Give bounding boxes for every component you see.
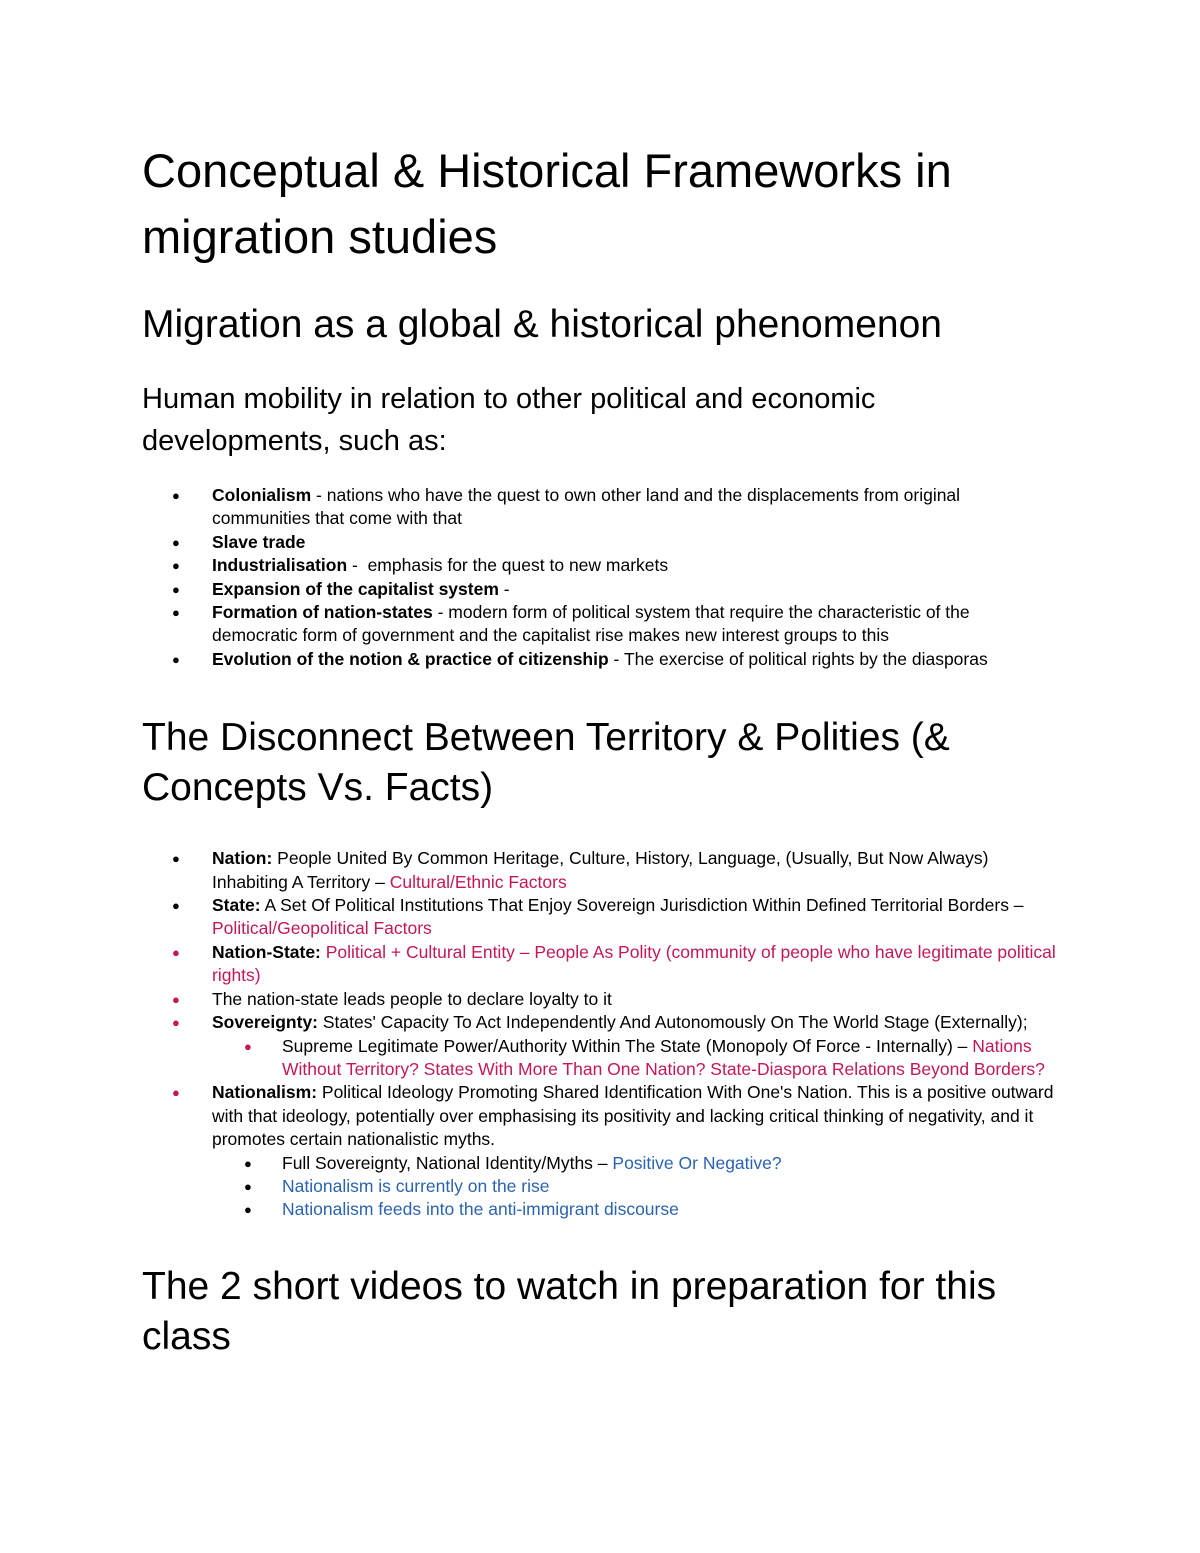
- sublist-item: [142, 1152, 1060, 1175]
- item-text: emphasis for the quest to new markets: [367, 555, 669, 576]
- item-term: Formation of nation-states: [212, 602, 433, 623]
- section-heading-migration: Migration as a global & historical phenomenon: [142, 303, 942, 346]
- sublist-item: [142, 1198, 1060, 1221]
- list-item-nation-state: [142, 941, 1060, 988]
- item-term: State:: [212, 895, 261, 916]
- list-item-nation: [142, 847, 1060, 894]
- list-item-loyalty: [142, 988, 1060, 1011]
- item-text: The nation-state leads people to declare loyalty to it: [212, 988, 612, 1009]
- bullet-icon: ●: [172, 991, 180, 1007]
- list-item-nationalism: [142, 1081, 1060, 1221]
- item-text: States' Capacity To Act Independently And Autonomously On The World Stage (Externally);: [318, 1012, 1028, 1033]
- subheading-human-mobility: Human mobility in relation to other political and economic developments, such as:: [142, 383, 876, 457]
- bullet-icon: ●: [244, 1202, 252, 1218]
- item-text: Supreme Legitimate Power/Authority Within The State (Monopoly Of Force - Internally) –: [282, 1035, 973, 1056]
- item-term: Nation-State:: [212, 941, 321, 962]
- item-text: A Set Of Political Institutions That Enjoy Sovereign Jurisdiction Within Defined Territorial Borders –: [260, 895, 1024, 916]
- bullet-icon: ●: [172, 898, 180, 914]
- item-term: Slave trade: [212, 531, 306, 552]
- list-item: [142, 578, 1060, 601]
- bullet-icon: ●: [172, 944, 180, 960]
- list-item-sovereignty: [142, 1011, 1060, 1081]
- item-term: Nationalism:: [212, 1082, 318, 1103]
- bullet-icon: ●: [244, 1155, 252, 1171]
- bullet-icon: ●: [172, 488, 180, 503]
- section-heading-disconnect: The Disconnect Between Territory & Polities (& Concepts Vs. Facts): [142, 716, 950, 810]
- list-item-state: [142, 894, 1060, 941]
- sublist-item: [142, 1175, 1060, 1198]
- developments-list: [142, 484, 1060, 671]
- item-highlight: Positive Or Negative?: [612, 1152, 782, 1173]
- concepts-list: [142, 847, 1060, 1222]
- bullet-icon: ●: [172, 558, 180, 574]
- bullet-icon: ●: [172, 651, 180, 667]
- item-separator: -: [498, 578, 510, 599]
- list-item: [142, 484, 1060, 531]
- list-item: [142, 554, 1060, 577]
- bullet-icon: ●: [244, 1038, 252, 1054]
- item-separator: -: [432, 602, 449, 623]
- bullet-icon: ●: [172, 534, 180, 550]
- item-highlight: Nations Without Territory? States With More Than One Nation? State-Diaspora Relations Beyond Borders?: [282, 1035, 1045, 1079]
- item-text: Political Ideology Promoting Shared Identification With One's Nation. This is a positive outward with that ideology, potentially over emphasising its positivity and lacking critical thinking of negativity, and it promotes certain nationalistic myths.: [212, 1082, 1054, 1150]
- item-text: People United By Common Heritage, Culture, History, Language, (Usually, But Now Always) Inhabiting A Territory –: [212, 848, 989, 892]
- bullet-icon: ●: [172, 605, 180, 621]
- document-title: Conceptual & Historical Frameworks in migration studies: [142, 144, 952, 263]
- list-item: [142, 648, 1060, 671]
- item-highlight: Nationalism feeds into the anti-immigrant discourse: [282, 1199, 679, 1220]
- bullet-icon: ●: [172, 1085, 180, 1101]
- item-highlight: Nationalism is currently on the rise: [282, 1175, 550, 1196]
- item-term: Evolution of the notion & practice of citizenship: [212, 648, 609, 669]
- bullet-icon: ●: [172, 851, 180, 867]
- item-separator: -: [347, 555, 368, 576]
- item-term: Nation:: [212, 848, 273, 869]
- bullet-icon: ●: [172, 1015, 180, 1031]
- item-term: Industrialisation: [212, 555, 348, 576]
- item-term: Expansion of the capitalist system: [212, 578, 499, 599]
- section-heading-videos: The 2 short videos to watch in preparation for this class: [142, 1264, 997, 1358]
- item-highlight: Cultural/Ethnic Factors: [389, 871, 567, 892]
- item-text: Full Sovereignty, National Identity/Myths –: [282, 1152, 613, 1173]
- item-term: Colonialism: [212, 485, 312, 505]
- nationalism-sublist: [142, 1152, 1060, 1222]
- item-highlight: Political + Cultural Entity – People As Polity (community of people who have legitimate political rights): [212, 941, 1056, 986]
- bullet-icon: ●: [172, 581, 180, 597]
- item-text: The exercise of political rights by the diasporas: [623, 648, 988, 669]
- sovereignty-sublist: [142, 1035, 1060, 1082]
- item-term: Sovereignty:: [212, 1012, 318, 1033]
- item-separator: -: [608, 648, 624, 669]
- sublist-item: [142, 1035, 1060, 1082]
- item-text: nations who have the quest to own other land and the displacements from original communities that come with that: [212, 485, 961, 529]
- list-item: [142, 531, 1060, 554]
- bullet-icon: ●: [244, 1178, 252, 1194]
- item-text: modern form of political system that require the characteristic of the democratic form of government and the capitalist rise makes new interest groups to this: [212, 602, 970, 646]
- list-item: [142, 601, 1060, 648]
- item-separator: -: [311, 485, 327, 505]
- item-highlight: Political/Geopolitical Factors: [212, 918, 432, 939]
